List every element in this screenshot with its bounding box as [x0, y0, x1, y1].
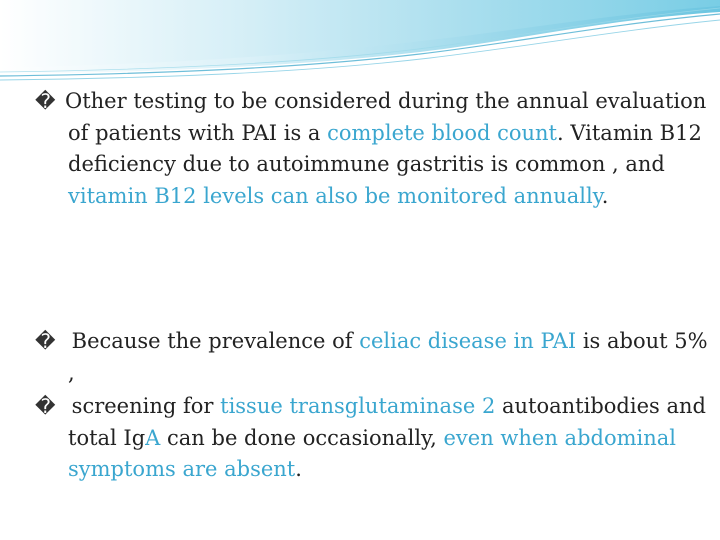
highlight-tissue-transglutaminase: tissue transglutaminase 2: [220, 394, 496, 418]
paragraph-annual-testing: [35, 86, 708, 212]
text-segment: .: [601, 183, 609, 208]
paragraph-ttg-screening: [35, 391, 708, 486]
header-wave-decoration: [0, 0, 720, 90]
paragraph-celiac-prevalence: [35, 326, 708, 389]
text-segment: Other testing to be considered during the annual evaluation of patients with PAI is a: [65, 89, 707, 145]
text-segment: screening for: [65, 394, 221, 418]
text-segment: Because the prevalence of: [65, 329, 360, 353]
bullet-icon: �: [35, 89, 56, 113]
text-segment: autoantibodies and total Ig: [68, 394, 706, 450]
highlight-celiac-disease: celiac disease in PAI: [359, 329, 577, 353]
bullet-icon: �: [35, 394, 56, 418]
highlight-complete-blood-count: complete blood count: [327, 120, 557, 145]
highlight-iga-letter: A: [145, 425, 161, 450]
text-segment: can be done occasionally,: [160, 425, 444, 450]
bullet-icon: �: [35, 329, 56, 353]
text-segment: is about 5% ,: [68, 329, 708, 385]
highlight-vitamin-b12-levels: vitamin B12 levels can also be monitored annually: [68, 183, 602, 208]
text-segment: .: [295, 457, 302, 481]
highlight-abdominal-symptoms: even when abdominal symptoms are absent: [68, 425, 676, 481]
text-segment: . Vitamin B12 deficiency due to autoimmune gastritis is common , and: [68, 120, 702, 176]
